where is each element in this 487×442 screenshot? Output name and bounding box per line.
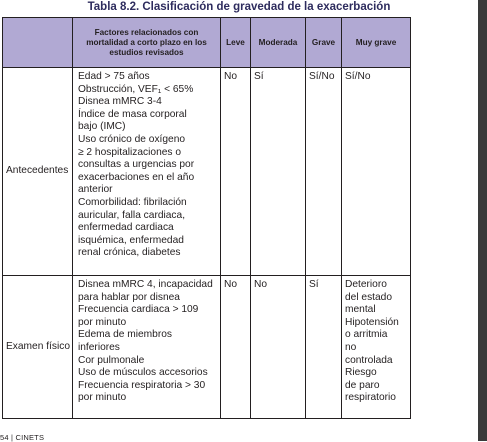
muy-grave-line: Riesgo bbox=[345, 367, 377, 379]
factor-item: ≥ 2 hospitalizaciones o bbox=[78, 146, 181, 158]
factor-item: exacerbaciones en el año bbox=[78, 171, 195, 183]
factor-item: Edad > 75 años bbox=[78, 71, 150, 82]
factor-item: renal crónica, diabetes bbox=[78, 247, 181, 259]
muy-grave-line: Hipotensión bbox=[345, 316, 399, 328]
muy-grave-line: Deterioro bbox=[345, 279, 387, 290]
factor-item: Índice de masa corporal bbox=[78, 108, 187, 120]
factor-item: Uso de músculos accesorios bbox=[78, 367, 208, 379]
muy-grave-line: de paro bbox=[345, 379, 380, 391]
factor-list bbox=[73, 276, 221, 419]
header-grave: Grave bbox=[306, 18, 342, 68]
muy-grave-line: controlada bbox=[345, 354, 393, 366]
factor-item: consultas a urgencias por bbox=[78, 159, 195, 171]
row-category: Examen físico bbox=[3, 276, 73, 419]
factor-item: Frecuencia respiratoria > 30 bbox=[78, 379, 206, 391]
muy-grave-line: mental bbox=[345, 304, 376, 316]
table-header-row bbox=[3, 18, 411, 68]
factor-item: Comorbilidad: fibrilación bbox=[78, 196, 187, 208]
factor-list bbox=[73, 68, 221, 276]
factor-item: bajo (IMC) bbox=[78, 121, 126, 133]
severity-table bbox=[2, 17, 411, 419]
factor-item: Frecuencia cardiaca > 109 bbox=[78, 304, 199, 316]
muy-grave-line: o arritmia bbox=[345, 329, 388, 341]
factor-item: Cor pulmonale bbox=[78, 354, 145, 366]
header-muy-grave: Muy grave bbox=[342, 18, 411, 68]
page-footer: 54 | CINETS bbox=[0, 433, 45, 442]
muy-grave-line: del estado bbox=[345, 291, 393, 303]
muy-grave-value bbox=[342, 68, 411, 276]
factor-item: Uso crónico de oxígeno bbox=[78, 133, 186, 145]
factor-item: para hablar por disnea bbox=[78, 291, 180, 303]
grave-value: Sí/No bbox=[306, 68, 342, 276]
leve-value: No bbox=[221, 68, 251, 276]
header-category-cell bbox=[3, 18, 73, 68]
factor-item: enfermedad cardiaca bbox=[78, 222, 174, 234]
factor-item: inferiores bbox=[78, 341, 120, 353]
page-edge-shadow bbox=[478, 0, 487, 441]
header-leve: Leve bbox=[221, 18, 251, 68]
table-row bbox=[3, 276, 411, 419]
moderada-value: Sí bbox=[251, 68, 306, 276]
grave-value: Sí bbox=[306, 276, 342, 419]
muy-grave-line: Sí/No bbox=[345, 71, 371, 82]
muy-grave-value bbox=[342, 276, 411, 419]
factor-item: por minuto bbox=[78, 392, 127, 404]
table-title: Tabla 8.2. Clasificación de gravedad de la exacerbación bbox=[87, 1, 391, 13]
header-moderada: Moderada bbox=[251, 18, 306, 68]
factor-item: Obstrucción, VEF₁ < 65% bbox=[78, 83, 194, 95]
moderada-value: No bbox=[251, 276, 306, 419]
header-factors: Factores relacionados con mortalidad a corto plazo en los estudios revisados bbox=[73, 18, 221, 68]
factor-item: isquémica, enfermedad bbox=[78, 234, 184, 246]
factor-item: Disnea mMRC 4, incapacidad bbox=[78, 279, 213, 290]
muy-grave-line: respiratorio bbox=[345, 392, 396, 404]
row-category: Antecedentes bbox=[3, 68, 73, 276]
factor-item: Edema de miembros bbox=[78, 329, 172, 341]
leve-value: No bbox=[221, 276, 251, 419]
factor-item: auricular, falla cardiaca, bbox=[78, 209, 186, 221]
muy-grave-line: no bbox=[345, 341, 357, 353]
table-row bbox=[3, 68, 411, 276]
factor-item: Disnea mMRC 3-4 bbox=[78, 96, 162, 108]
factor-item: por minuto bbox=[78, 316, 127, 328]
factor-item: anterior bbox=[78, 184, 113, 196]
